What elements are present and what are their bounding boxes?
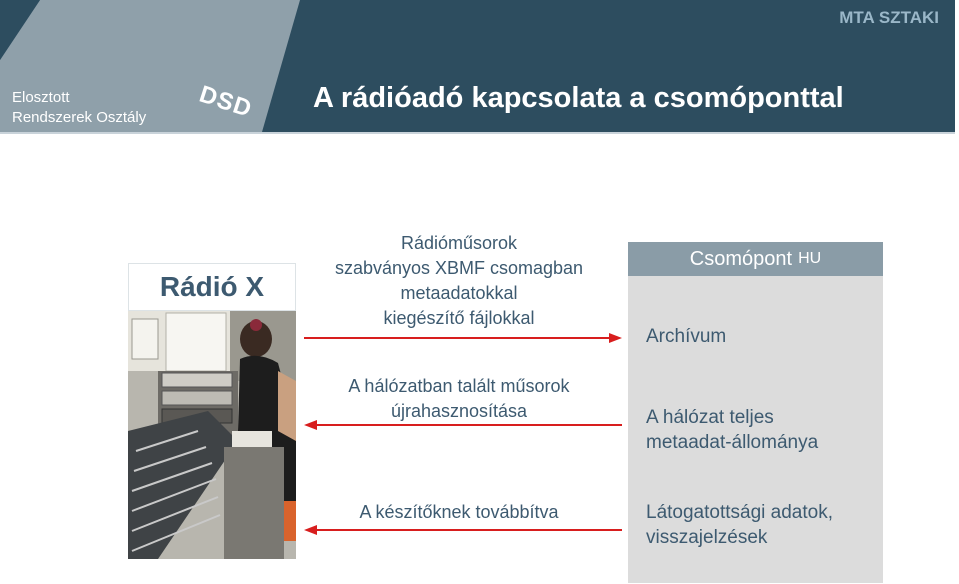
- dsd-logo: DSD: [195, 80, 256, 123]
- node-metadata-line-1: A hálózat teljes: [646, 407, 774, 428]
- slide-header: [0, 0, 955, 132]
- arrow-from-node-forwarded: [302, 524, 624, 536]
- page-title: A rádióadó kapcsolata a csomóponttal: [313, 82, 844, 114]
- node-metadata: [646, 405, 818, 455]
- node-title: Csomópont: [689, 247, 793, 270]
- organization-name: MTA SZTAKI: [839, 8, 939, 27]
- department-line-2: Rendszerek Osztály: [12, 109, 147, 126]
- node-archive: Archívum: [646, 326, 727, 347]
- arrow-to-node: [302, 332, 624, 344]
- node-country-code: HU: [798, 250, 822, 267]
- outgoing-line-1: Rádióműsorok: [400, 233, 518, 253]
- outgoing-line-4: kiegészítő fájlokkal: [383, 308, 535, 328]
- reuse-line-2: újrahasznosítása: [390, 401, 528, 421]
- forwarded-to-creators-text: A készítőknek továbbítva: [359, 502, 559, 522]
- department-label: [12, 88, 146, 128]
- reuse-programs-text: [300, 374, 618, 424]
- reuse-line-1: A hálózatban talált műsorok: [348, 376, 570, 396]
- node-statistics-line-1: Látogatottsági adatok,: [646, 502, 833, 523]
- radio-studio-photo: [128, 311, 296, 559]
- arrow-from-node-reuse: [302, 419, 624, 431]
- node-statistics-line-2: visszajelzések: [646, 527, 768, 548]
- header-divider: [0, 132, 955, 134]
- outgoing-line-2: szabványos XBMF csomagban: [334, 258, 584, 278]
- outgoing-programs-text: [300, 231, 618, 331]
- department-line-1: Elosztott: [12, 89, 70, 106]
- node-header: [628, 242, 883, 276]
- node-metadata-line-2: metaadat-állománya: [646, 432, 819, 453]
- outgoing-line-3: metaadatokkal: [400, 283, 518, 303]
- radio-station-label: Rádió X: [128, 263, 296, 311]
- node-statistics: [646, 500, 833, 550]
